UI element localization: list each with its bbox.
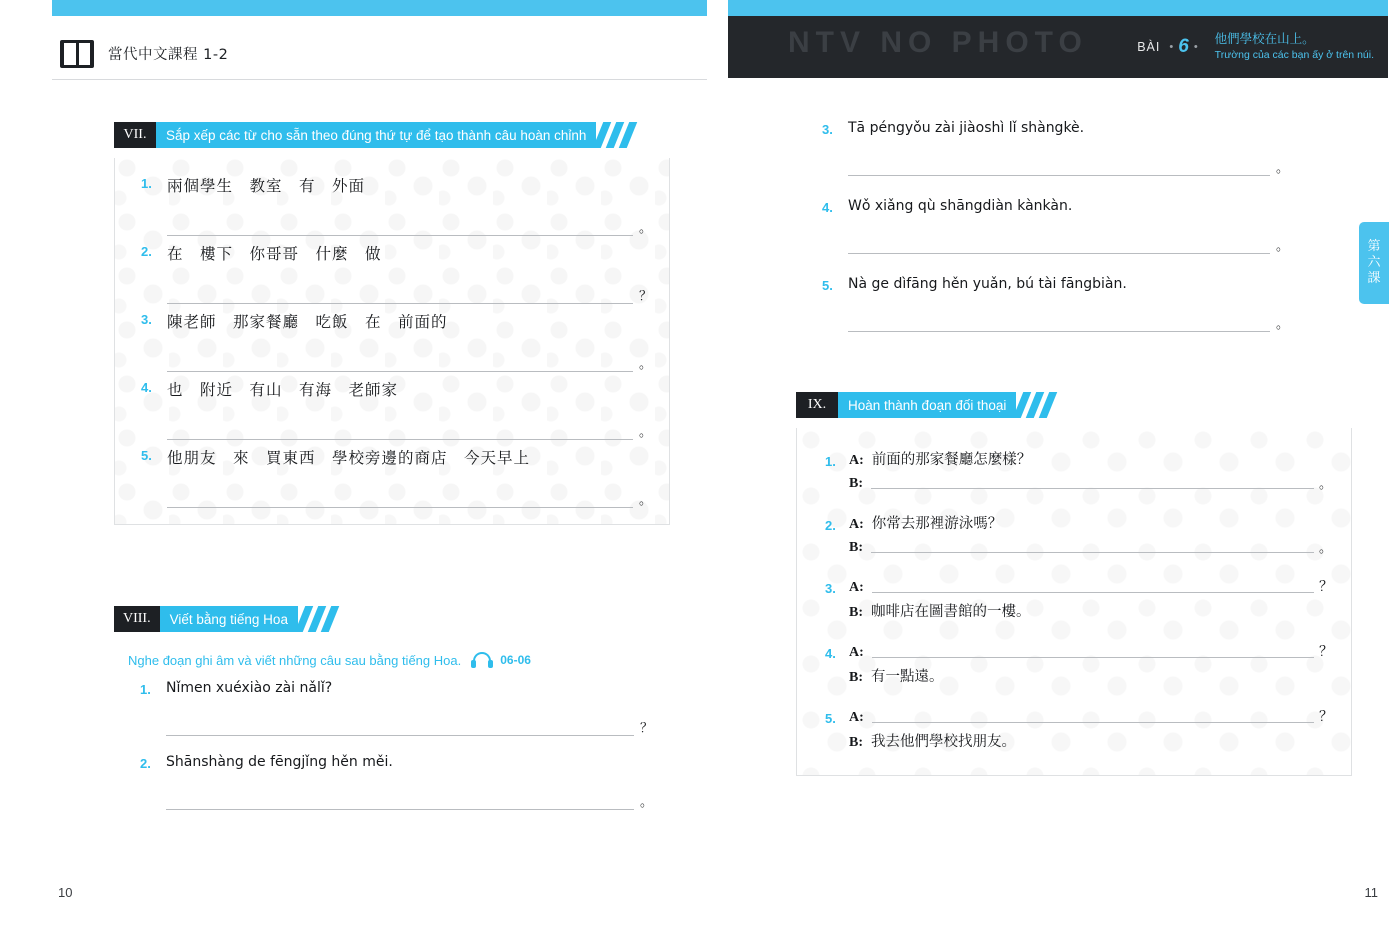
headphone-icon	[471, 652, 493, 668]
section-viii-title: Viết bằng tiếng Hoa	[160, 606, 298, 632]
answer-rule[interactable]	[167, 507, 633, 508]
item-number: 1.	[140, 682, 151, 697]
answer-line[interactable]	[167, 426, 651, 440]
dialogue-text: 前面的那家餐廳怎麼樣？	[871, 452, 1032, 468]
item-number: 5.	[822, 278, 833, 293]
section-ix-panel	[796, 428, 1352, 776]
right-page	[728, 0, 1388, 928]
right-page-header	[728, 16, 1388, 78]
dialogue-number: 5.	[825, 711, 836, 726]
dialogue-role: A:	[849, 453, 864, 468]
watermark-text: NTV NO PHOTO	[788, 26, 1088, 59]
dialogue-line-a[interactable]	[797, 641, 1351, 661]
answer-rule[interactable]	[167, 303, 633, 304]
lesson-title-cn: 他們學校在山上。	[1214, 31, 1315, 47]
page-number-right: 11	[1364, 885, 1378, 900]
answer-line[interactable]	[167, 494, 651, 508]
dialogue-endmark: ？	[1319, 579, 1333, 595]
answer-endmark: 。	[639, 357, 653, 372]
section-vii-panel	[114, 158, 670, 525]
list-item	[796, 120, 1306, 176]
item-pinyin: Shānshàng de fēngjǐng hěn měi.	[166, 754, 393, 770]
dialogue-role: B:	[849, 540, 863, 555]
dialogue-line-b[interactable]	[797, 473, 1351, 492]
item-number: 1.	[141, 176, 152, 191]
audio-instruction-text: Nghe đoạn ghi âm và viết những câu sau bằng tiếng Hoa.	[128, 652, 462, 668]
list-item	[115, 310, 669, 372]
section-ix	[796, 392, 1352, 776]
dialogue-role: A:	[849, 580, 864, 595]
list-item	[114, 754, 670, 810]
item-pinyin: Nǐmen xuéxiào zài nǎlǐ?	[166, 680, 333, 696]
item-words: 在 樓下 你哥哥 什麼 做	[167, 245, 382, 263]
dialogue-line-b	[797, 665, 1351, 686]
book-icon	[60, 40, 94, 68]
section-vii-header	[114, 122, 670, 148]
lesson-side-tab	[1359, 222, 1389, 304]
left-page-header	[52, 28, 707, 80]
answer-line[interactable]	[167, 222, 651, 236]
item-words: 他朋友 來 買東西 學校旁邊的商店 今天早上	[167, 449, 531, 467]
list-item	[796, 276, 1306, 332]
lesson-title-vi: Trường của các bạn ấy ở trên núi.	[1214, 49, 1374, 62]
side-tab-char-3: 課	[1367, 271, 1381, 287]
dialogue-role: A:	[849, 517, 864, 532]
answer-rule[interactable]	[848, 331, 1270, 332]
answer-endmark: 。	[1276, 317, 1290, 332]
section-viii	[114, 606, 670, 810]
answer-endmark: 。	[640, 795, 654, 810]
dialogue-number: 4.	[825, 646, 836, 661]
list-item	[115, 174, 669, 236]
dot-separator: •	[1169, 41, 1174, 53]
dialogue-endmark: 。	[1319, 541, 1333, 556]
answer-endmark: 。	[1276, 239, 1290, 254]
dialogue-line-a	[797, 512, 1351, 533]
section-vii-slash-decor	[596, 122, 642, 148]
dot-separator: •	[1193, 41, 1198, 53]
answer-endmark: 。	[639, 493, 653, 508]
book-title: 當代中文課程 1-2	[108, 47, 229, 63]
answer-rule[interactable]	[167, 235, 633, 236]
dialogue-number: 2.	[825, 518, 836, 533]
left-top-blue-bar	[52, 0, 707, 16]
dialogue-answer-rule[interactable]	[872, 657, 1314, 658]
section-ix-title: Hoàn thành đoạn đối thoại	[838, 392, 1016, 418]
section-vii	[114, 122, 670, 525]
dialogue-number: 1.	[825, 454, 836, 469]
answer-endmark: ？	[639, 289, 653, 304]
answer-rule[interactable]	[167, 439, 633, 440]
dialogue-endmark: ？	[1319, 644, 1333, 660]
section-ix-header	[796, 392, 1352, 418]
dialogue-text: 我去他們學校找朋友。	[871, 734, 1016, 750]
book-spine	[712, 0, 728, 928]
item-pinyin: Tā péngyǒu zài jiàoshì lǐ shàngkè.	[848, 120, 1085, 136]
section-ix-number: IX.	[796, 392, 838, 418]
dialogue-answer-rule[interactable]	[871, 488, 1314, 489]
section-vii-number: VII.	[114, 122, 156, 148]
side-tab-char-2: 六	[1367, 254, 1381, 270]
lesson-label: BÀI	[1137, 40, 1161, 54]
section-vii-title: Sắp xếp các từ cho sẵn theo đúng thứ tự để tạo thành câu hoàn chỉnh	[156, 122, 596, 148]
dialogue-role: A:	[849, 710, 864, 725]
audio-instruction-row	[114, 642, 670, 672]
dialogue-role: B:	[849, 605, 863, 620]
dialogue-number: 3.	[825, 581, 836, 596]
dialogue-answer-rule[interactable]	[871, 552, 1314, 553]
section-ix-slash-decor	[1016, 392, 1062, 418]
section-viii-items	[114, 672, 670, 810]
left-gutter	[0, 0, 52, 928]
list-item	[114, 680, 670, 736]
dialogue-line-a	[797, 448, 1351, 469]
dialogue-endmark: 。	[1319, 477, 1333, 492]
item-words: 兩個學生 教室 有 外面	[167, 177, 366, 195]
item-words: 陳老師 那家餐廳 吃飯 在 前面的	[167, 313, 448, 331]
answer-rule[interactable]	[848, 175, 1270, 176]
list-item	[115, 446, 669, 508]
list-item	[115, 378, 669, 440]
item-number: 4.	[141, 380, 152, 395]
answer-line[interactable]	[166, 722, 652, 736]
right-top-blue-bar	[728, 0, 1388, 16]
answer-endmark: 。	[639, 221, 653, 236]
dialogue-role: B:	[849, 670, 863, 685]
dialogue-line-b	[797, 600, 1351, 621]
answer-rule[interactable]	[166, 735, 634, 736]
section-viii-header	[114, 606, 670, 632]
item-number: 5.	[141, 448, 152, 463]
section-viii-slash-decor	[298, 606, 344, 632]
dialogue-role: B:	[849, 735, 863, 750]
section-viii-number: VIII.	[114, 606, 160, 632]
answer-line[interactable]	[848, 318, 1288, 332]
lesson-number: 6	[1178, 36, 1189, 57]
dialogue-text: 你常去那裡游泳嗎？	[871, 516, 1003, 532]
item-pinyin: Nà ge dìfāng hěn yuǎn, bú tài fāngbiàn.	[848, 276, 1127, 292]
dialogue-endmark: ？	[1319, 709, 1333, 725]
left-page	[52, 0, 712, 928]
item-number: 2.	[140, 756, 151, 771]
dialogue-line-a[interactable]	[797, 706, 1351, 726]
list-item	[796, 198, 1306, 254]
item-number: 3.	[141, 312, 152, 327]
dialogue-answer-rule[interactable]	[872, 592, 1314, 593]
page-number-left: 10	[58, 885, 73, 900]
dialogue-line-a[interactable]	[797, 576, 1351, 596]
answer-rule[interactable]	[848, 253, 1270, 254]
section-viii-continued	[796, 120, 1306, 332]
answer-line[interactable]	[848, 240, 1288, 254]
answer-line[interactable]	[848, 162, 1288, 176]
side-tab-char-1: 第	[1367, 238, 1381, 254]
item-number: 4.	[822, 200, 833, 215]
item-number: 2.	[141, 244, 152, 259]
dialogue-line-b[interactable]	[797, 537, 1351, 556]
item-words: 也 附近 有山 有海 老師家	[167, 381, 399, 399]
answer-line[interactable]	[166, 796, 652, 810]
item-pinyin: Wǒ xiǎng qù shāngdiàn kànkàn.	[848, 198, 1073, 214]
answer-rule[interactable]	[167, 371, 633, 372]
audio-track-code: 06-06	[500, 653, 531, 667]
item-number: 3.	[822, 122, 833, 137]
answer-line[interactable]	[167, 358, 651, 372]
answer-endmark: 。	[1276, 161, 1290, 176]
answer-rule[interactable]	[166, 809, 634, 810]
answer-endmark: 。	[639, 425, 653, 440]
answer-line[interactable]	[167, 290, 651, 304]
dialogue-role: A:	[849, 645, 864, 660]
dialogue-line-b	[797, 730, 1351, 751]
dialogue-answer-rule[interactable]	[872, 722, 1314, 723]
dialogue-text: 有一點遠。	[871, 669, 944, 685]
answer-endmark: ？	[640, 721, 654, 736]
dialogue-role: B:	[849, 476, 863, 491]
dialogue-text: 咖啡店在圖書館的一樓。	[871, 604, 1031, 620]
list-item	[115, 242, 669, 304]
